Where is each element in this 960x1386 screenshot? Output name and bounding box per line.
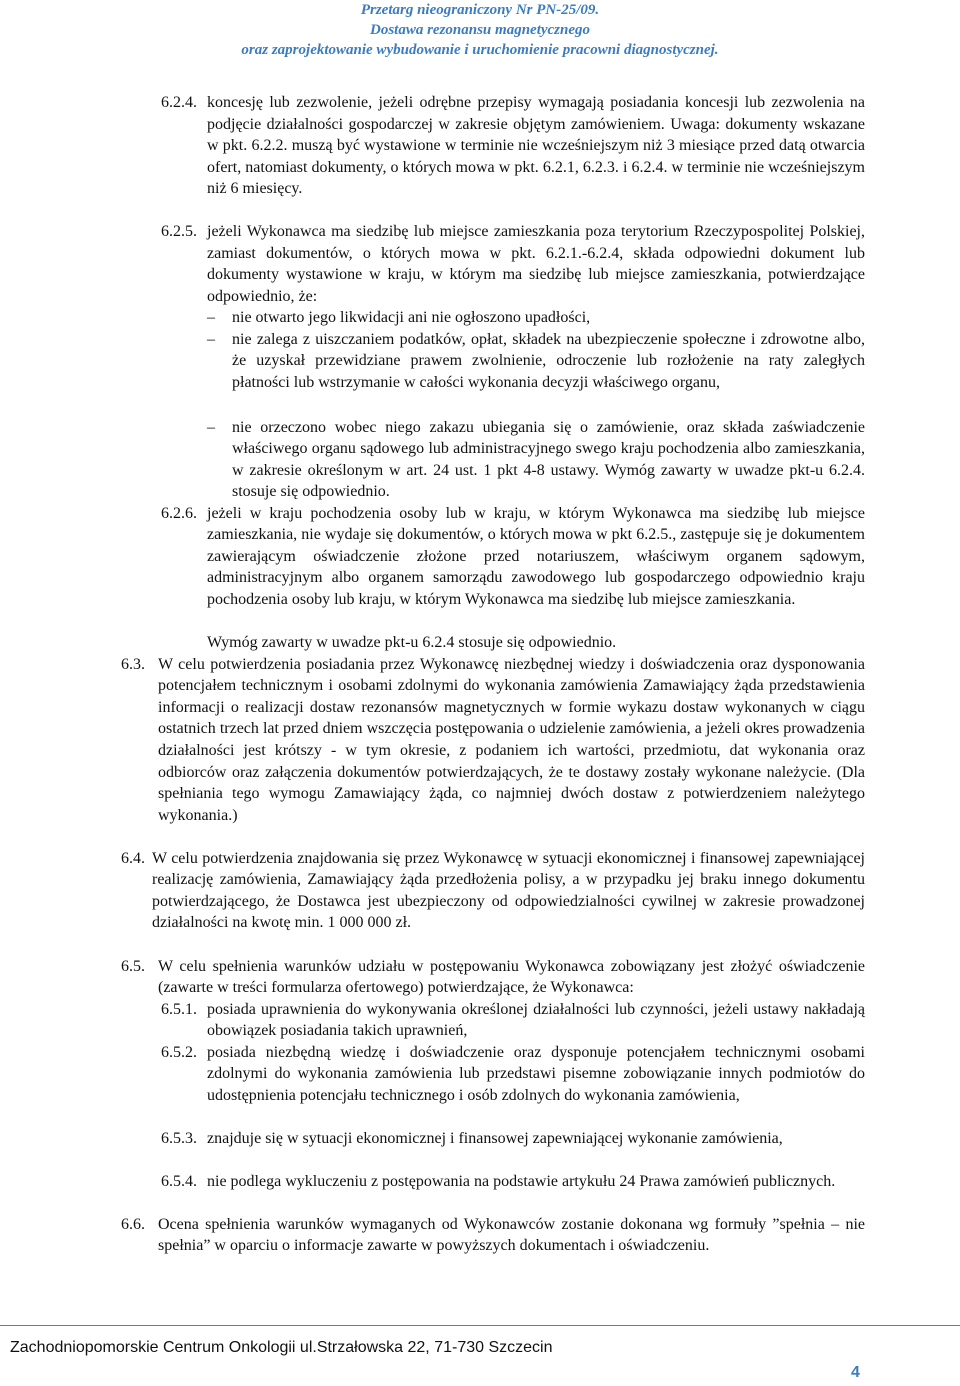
section-6-5-1 bbox=[0, 999, 960, 1042]
section-number: 6.3. bbox=[121, 655, 145, 673]
section-text: W celu potwierdzenia znajdowania się przez Wykonawcę w sytuacji ekonomicznej i finansowej zapewniającej realizację zamówienia, Zamawiający żąda przedłożenia polisy, a w przypadku jej braku innego dokumentu potwierdzającego, że Dostawca jest ubezpieczony od odpowiedzialności cywilnej w zakresie prowadzonej działalności na kwotę min. 1 000 000 zł. bbox=[152, 849, 865, 932]
section-number: 6.4. bbox=[121, 849, 145, 867]
section-6-6 bbox=[0, 1214, 960, 1279]
section-number: 6.5.2. bbox=[161, 1043, 197, 1061]
bullet-item bbox=[0, 417, 960, 503]
page-number: 4 bbox=[851, 1364, 860, 1381]
section-text: W celu spełnienia warunków udziału w postępowaniu Wykonawca zobowiązany jest złożyć oświadczenie (zawarte w treści formularza ofertowego) potwierdzające, że Wykonawca: bbox=[158, 957, 865, 997]
footer-address: Zachodniopomorskie Centrum Onkologii ul.Strzałowska 22, 71-730 Szczecin bbox=[10, 1339, 553, 1356]
section-number: 6.5.3. bbox=[161, 1129, 197, 1147]
section-text: W celu potwierdzenia posiadania przez Wykonawcę niezbędnej wiedzy i doświadczenia oraz dysponowania potencjałem technicznym i osobami zdolnymi do wykonania zamówienia Zamawiający żąda przedstawienia informacji o realizacji dostaw rezonansów magnetycznych w formie wykazu dostaw wykonanych w ciągu ostatnich trzech lat przed dniem wszczęcia postępowania o udzielenie zamówienia, a jeżeli okres prowadzenia działalności jest krótszy - w tym okresie, z podaniem ich wartości, przedmiotu, dat wykonania oraz odbiorców oraz załączenia dokumentów potwierdzających, że te dostawy zostały wykonane należycie. (Dla spełniania tego wymogu Zamawiający żąda, co najmniej dwóch dostaw z potwierdzeniem należytego wykonania.) bbox=[158, 655, 865, 824]
section-6-4 bbox=[0, 848, 960, 956]
section-number: 6.5.4. bbox=[161, 1172, 197, 1190]
header-scope: oraz zaprojektowanie wybudowanie i uruchomienie pracowni diagnostycznej. bbox=[241, 42, 719, 58]
dash-marker: – bbox=[207, 309, 215, 326]
section-6-5 bbox=[0, 956, 960, 999]
dash-marker: – bbox=[207, 330, 215, 348]
section-6-5-2 bbox=[0, 1042, 960, 1128]
section-6-2-4 bbox=[0, 92, 960, 221]
section-text: posiada niezbędną wiedzę i doświadczenie oraz dysponuje potencjałem technicznymi osobami zdolnymi do wykonania zamówienia lub przedstawi pisemne zobowiązanie innych podmiotów do udostępnienia potencjału technicznego i osób zdolnych do wykonania zamówienia, bbox=[207, 1043, 865, 1104]
section-text: znajduje się w sytuacji ekonomicznej i finansowej zapewniającej wykonanie zamówienia, bbox=[207, 1129, 783, 1147]
header-subject: Dostawa rezonansu magnetycznego bbox=[369, 22, 591, 38]
section-6-2-6 bbox=[0, 503, 960, 632]
header-tender-number: Przetarg nieograniczony Nr PN-25/09. bbox=[360, 2, 600, 18]
section-number: 6.6. bbox=[121, 1215, 145, 1233]
footer-divider bbox=[0, 1325, 960, 1326]
section-text: jeżeli w kraju pochodzenia osoby lub w kraju, w którym Wykonawca ma siedzibę lub miejsce zamieszkania, nie wydaje się dokumentów, o których mowa w pkt 6.2.5., zastępuje się je dokumentem zawierającym oświadczenie złożone przed notariuszem, właściwym organem sądowym, administracyjnym albo organem samorządu zawodowego lub gospodarczego odpowiednio kraju pochodzenia osoby lub kraju, w którym Wykonawca ma siedzibę lub miejsce zamieszkania. bbox=[207, 504, 865, 608]
section-number: 6.5.1. bbox=[161, 1000, 197, 1018]
section-6-2-5 bbox=[0, 221, 960, 307]
bullet-item bbox=[0, 329, 960, 417]
bullet-text: nie zalega z uiszczaniem podatków, opłat, składek na ubezpieczenie społeczne i zdrowotne albo, że uzyskał przewidziane prawem zwolnienie, odroczenie lub rozłożenie na raty zaległych płatności lub wstrzymanie w całości wykonania decyzji właściwego organu, bbox=[232, 330, 865, 391]
section-number: 6.2.6. bbox=[161, 504, 197, 522]
section-number: 6.2.4. bbox=[161, 94, 197, 111]
bullet-text: nie orzeczono wobec niego zakazu ubiegania się o zamówienie, oraz składa zaświadczenie właściwego organu sądowego lub administracyjnego swego kraju pochodzenia albo zamieszkania, w zakresie określonym w art. 24 ust. 1 pkt 4-8 ustawy. Wymóg zawarty w uwadze pkt-u 6.2.4. stosuje się odpowiednio. bbox=[232, 418, 865, 501]
section-6-2-6-note bbox=[0, 632, 960, 654]
section-text: nie podlega wykluczeniu z postępowania na podstawie artykułu 24 Prawa zamówień publicznych. bbox=[207, 1172, 836, 1190]
section-text: posiada uprawnienia do wykonywania określonej działalności lub czynności, jeżeli ustawy nakładają obowiązek posiadania takich uprawnień, bbox=[207, 1000, 865, 1040]
document-header bbox=[0, 0, 960, 60]
section-note: Wymóg zawarty w uwadze pkt-u 6.2.4 stosuje się odpowiednio. bbox=[207, 633, 617, 651]
section-6-5-4 bbox=[0, 1171, 960, 1214]
section-text: koncesję lub zezwolenie, jeżeli odrębne przepisy wymagają posiadania koncesji lub zezwolenia na podjęcie działalności gospodarczej w zakresie objętym zamówieniem. Uwaga: dokumenty wskazane w pkt. 6.2.2. muszą być wystawione w terminie nie wcześniejszym niż 3 miesiące przed datą otwarcia ofert, natomiast dokumenty, o których mowa w pkt. 6.2.1, 6.2.3. i 6.2.4. w terminie nie wcześniejszym niż 6 miesięcy. bbox=[207, 94, 865, 198]
section-number: 6.2.5. bbox=[161, 223, 197, 240]
document-body bbox=[0, 92, 960, 1279]
section-6-5-3 bbox=[0, 1128, 960, 1171]
bullet-item bbox=[0, 307, 960, 329]
section-6-3 bbox=[0, 654, 960, 848]
bullet-text: nie otwarto jego likwidacji ani nie ogłoszono upadłości, bbox=[232, 309, 591, 326]
section-text: Ocena spełnienia warunków wymaganych od Wykonawców zostanie dokonana wg formuły ”spełnia – nie spełnia” w oparciu o informacje zawarte w powyższych dokumentach i oświadczeniu. bbox=[158, 1215, 865, 1255]
section-text: jeżeli Wykonawca ma siedzibę lub miejsce zamieszkania poza terytorium Rzeczypospolitej Polskiej, zamiast dokumentów, o których mowa w pkt. 6.2.1.-6.2.4, składa odpowiedni dokument lub dokumenty wystawione w kraju, w którym ma siedzibę lub miejsce zamieszkania, potwierdzające odpowiednio, że: bbox=[207, 223, 865, 305]
section-number: 6.5. bbox=[121, 957, 145, 975]
dash-marker: – bbox=[207, 418, 215, 436]
